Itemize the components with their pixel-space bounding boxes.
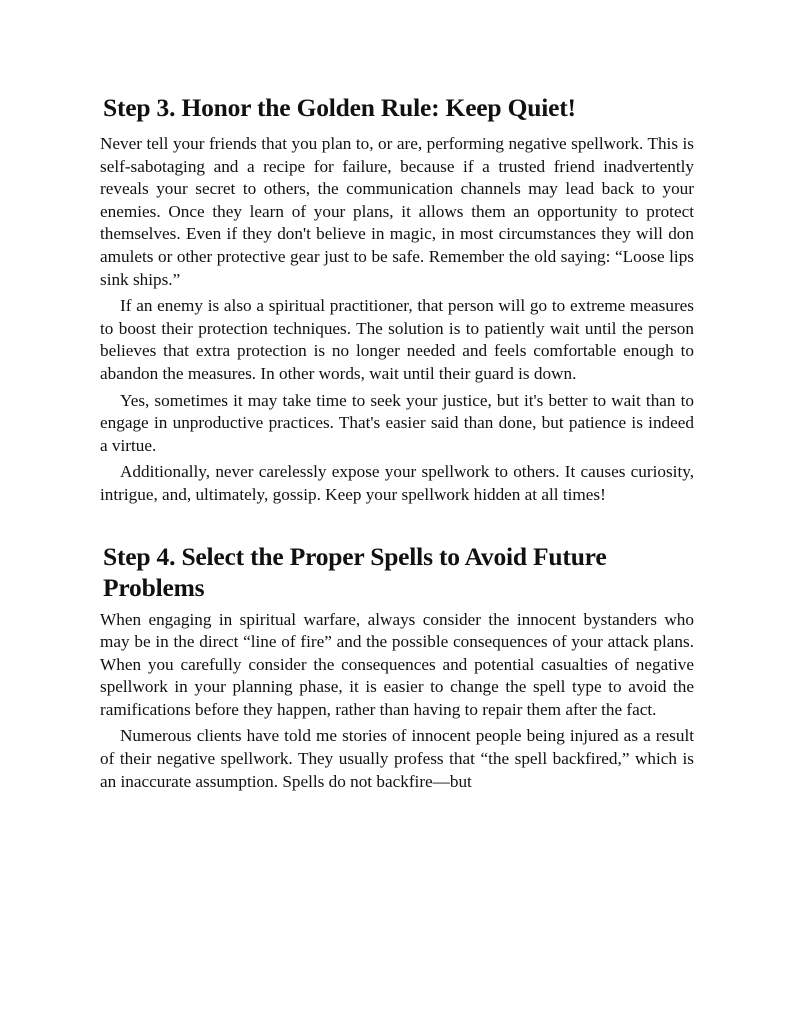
section-heading-step-3: Step 3. Honor the Golden Rule: Keep Quiet! (103, 93, 576, 122)
paragraph: Never tell your friends that you plan to, or are, performing negative spellwork. This is self-sabotaging and a recipe for failure, because if a trusted friend inadvertently reveals your secret to others, the communication channels may lead back to your enemies. Once they learn of your plans, it allows them an opportunity to protect themselves. Even if they don't believe in magic, in most circumstances they will don amulets or other protective gear just to be safe. Remember the old saying: “Loose lips sink ships.” (100, 134, 694, 289)
section-heading-step-4: Step 4. Select the Proper Spells to Avoid Future Problems (103, 541, 607, 602)
paragraph: Numerous clients have told me stories of innocent people being injured as a result of their negative spellwork. They usually profess that “the spell backfired,” which is an inaccurate assumption. Spells do not backfire—but (100, 726, 694, 791)
paragraph: Yes, sometimes it may take time to seek your justice, but it's better to wait than to engage in unproductive practices. That's easier said than done, but patience is indeed a virtue. (100, 390, 694, 455)
paragraph: Additionally, never carelessly expose your spellwork to others. It causes curiosity, intrigue, and, ultimately, gossip. Keep your spellwork hidden at all times! (100, 462, 694, 504)
paragraph: When engaging in spiritual warfare, always consider the innocent bystanders who may be in the direct “line of fire” and the possible consequences of your attack plans. When you carefully consider the consequences and potential casualties of negative spellwork in your planning phase, it is easier to change the spell type to avoid the ramifications before they happen, rather than having to repair them after the fact. (100, 609, 694, 719)
document-page (100, 92, 694, 793)
paragraph: If an enemy is also a spiritual practitioner, that person will go to extreme measures to boost their protection techniques. The solution is to patiently wait until the person believes that extra protection is no longer needed and feels comfortable enough to abandon the measures. In other words, wait until their guard is down. (100, 296, 694, 383)
